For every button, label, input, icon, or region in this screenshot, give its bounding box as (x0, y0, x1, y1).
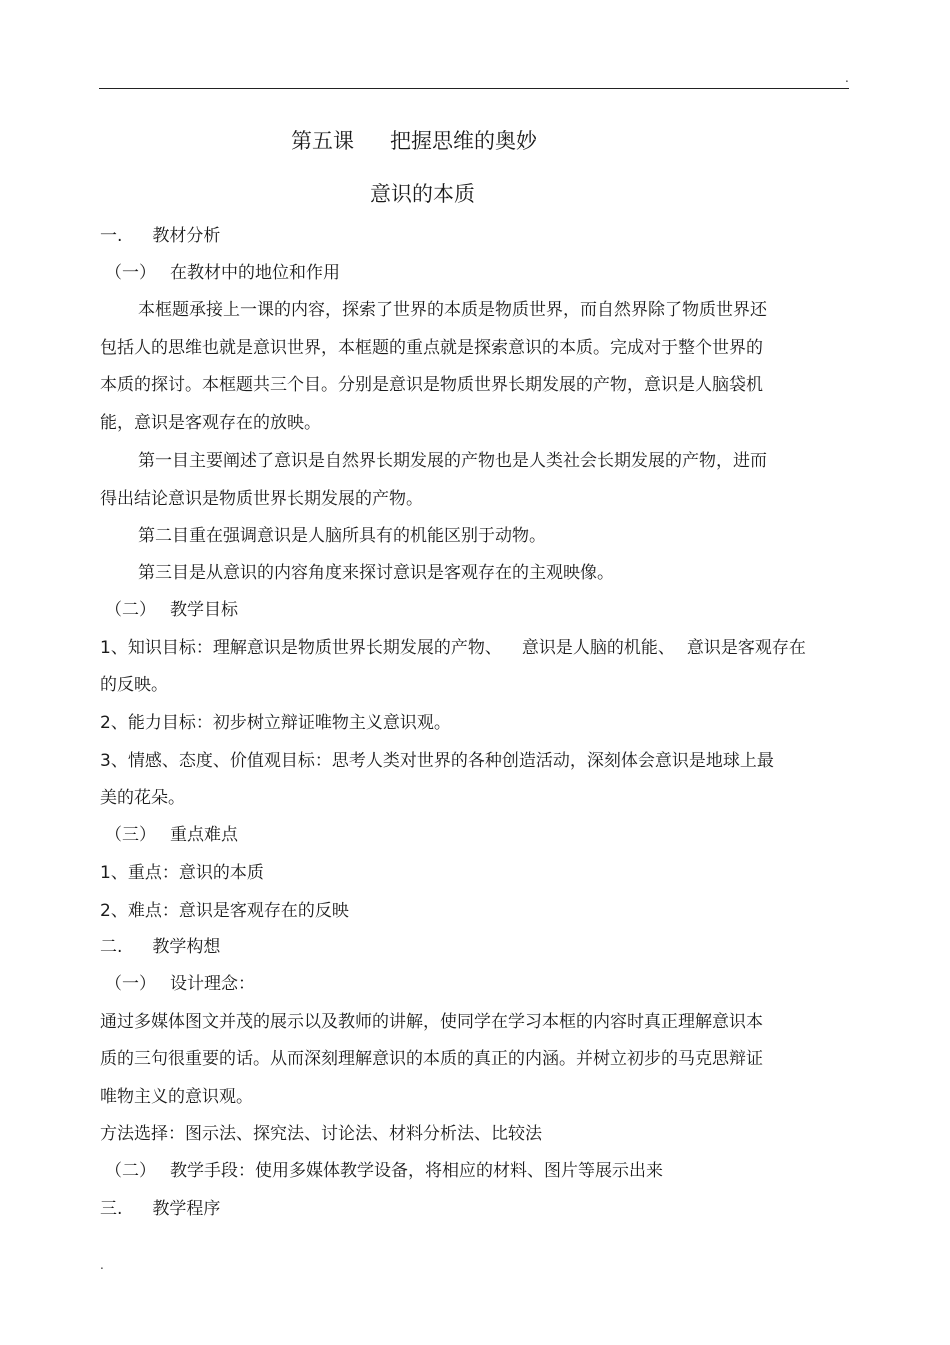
paragraph-line: 的反映。 (100, 675, 168, 695)
heading-3-number: 三. (100, 1199, 123, 1219)
goal-part: 意识是人脑的机能、 (521, 638, 675, 658)
goal-part: 1、知识目标：理解意识是物质世界长期发展的产物、 (100, 638, 502, 658)
heading-2 (100, 936, 220, 958)
paragraph-line: 本框题承接上一课的内容，探索了世界的本质是物质世界，而自然界除了物质世界还 (138, 300, 767, 320)
key-point: 1、重点：意识的本质 (100, 863, 264, 883)
goal-emotion: 3、情感、态度、价值观目标：思考人类对世界的各种创造活动，深刻体会意识是地球上最 (100, 751, 774, 771)
paragraph-line: 第一目主要阐述了意识是自然界长期发展的产物也是人类社会长期发展的产物，进而 (138, 451, 767, 471)
paragraph-line: 第二目重在强调意识是人脑所具有的机能区别于动物。 (138, 526, 546, 546)
goal-ability: 2、能力目标：初步树立辩证唯物主义意识观。 (100, 713, 451, 733)
footer-mark: . (100, 1258, 104, 1272)
subheading-number: （二） (105, 600, 156, 620)
header-rule (99, 88, 849, 89)
paragraph-line: 本质的探讨。本框题共三个目。分别是意识是物质世界长期发展的产物，意识是人脑袋机 (100, 375, 763, 395)
subheading-1-3 (105, 824, 238, 846)
subheading-number: （三） (105, 825, 156, 845)
heading-2-number: 二. (100, 937, 123, 957)
paragraph-line: 能，意识是客观存在的放映。 (100, 413, 321, 433)
subheading-2-1 (105, 973, 255, 995)
lesson-topic: 把握思维的奥妙 (390, 129, 537, 153)
subheading-2-2 (105, 1160, 663, 1182)
goal-knowledge (100, 637, 806, 659)
lesson-number: 第五课 (291, 129, 354, 153)
subheading-1-1 (105, 262, 340, 284)
subheading-number: （一） (105, 974, 156, 994)
subheading-text: 教学手段：使用多媒体教学设备，将相应的材料、图片等展示出来 (170, 1161, 663, 1181)
method-selection: 方法选择：图示法、探究法、讨论法、材料分析法、比较法 (100, 1124, 542, 1144)
heading-2-text: 教学构想 (152, 937, 221, 957)
subheading-text: 教学目标 (170, 600, 238, 620)
subheading-number: （二） (105, 1161, 156, 1181)
heading-1 (100, 225, 220, 247)
paragraph-line: 得出结论意识是物质世界长期发展的产物。 (100, 489, 423, 509)
goal-part: 意识是客观存在 (686, 638, 806, 658)
heading-3 (100, 1198, 220, 1220)
heading-1-text: 教材分析 (152, 226, 221, 246)
subheading-text: 在教材中的地位和作用 (170, 263, 340, 283)
paragraph-line: 包括人的思维也就是意识世界，本框题的重点就是探索意识的本质。完成对于整个世界的 (100, 338, 763, 358)
paragraph-line: 质的三句很重要的话。从而深刻理解意识的本质的真正的内涵。并树立初步的马克思辩证 (100, 1049, 763, 1069)
difficult-point: 2、难点：意识是客观存在的反映 (100, 901, 349, 921)
paragraph-line: 通过多媒体图文并茂的展示以及教师的讲解，使同学在学习本框的内容时真正理解意识本 (100, 1012, 763, 1032)
paragraph-line: 美的花朵。 (100, 788, 185, 808)
subheading-text: 重点难点 (170, 825, 238, 845)
paragraph-line: 第三目是从意识的内容角度来探讨意识是客观存在的主观映像。 (138, 563, 614, 583)
subheading-text: 设计理念： (170, 974, 255, 994)
lesson-title (291, 128, 537, 154)
subheading-1-2 (105, 599, 238, 621)
heading-3-text: 教学程序 (152, 1199, 221, 1219)
heading-1-number: 一. (100, 226, 123, 246)
subheading-number: （一） (105, 263, 156, 283)
section-subtitle: 意识的本质 (370, 182, 475, 206)
paragraph-line: 唯物主义的意识观。 (100, 1087, 253, 1107)
header-mark: . (845, 71, 849, 85)
